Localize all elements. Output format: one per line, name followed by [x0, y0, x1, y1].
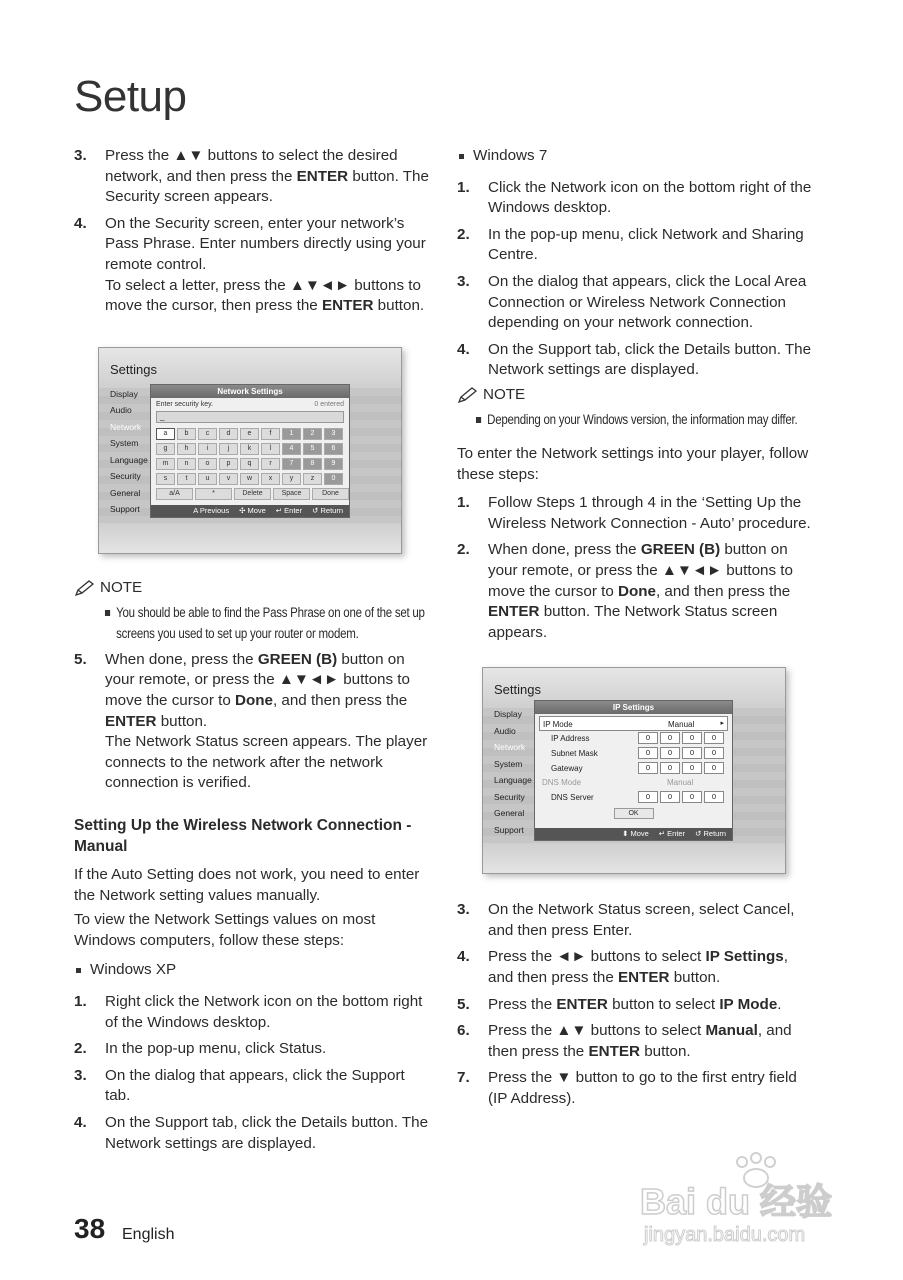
right-column	[457, 146, 817, 1116]
procedure-step: 4. Press the ◄► buttons to select IP Settings, and then press the ENTER button.	[457, 948, 788, 987]
key[interactable]: 6	[324, 443, 343, 455]
key[interactable]: b	[177, 428, 196, 440]
ip-address-row[interactable]: IP Address 0 0 0 0	[539, 731, 728, 746]
move-hint: ⬍ Move	[622, 829, 649, 839]
page-title: Setup	[74, 72, 187, 121]
key[interactable]: 4	[282, 443, 301, 455]
page-language: English	[122, 1226, 175, 1243]
watermark-brand: Bai du 经验	[640, 1181, 833, 1222]
dns-server-row[interactable]: DNS Server 0 0 0 0	[539, 790, 728, 805]
dns-mode-row[interactable]: DNS Mode Manual	[542, 778, 694, 788]
ok-button[interactable]: OK	[614, 808, 654, 819]
space-key[interactable]: Space	[273, 488, 310, 500]
menu-item[interactable]: General	[494, 808, 525, 819]
keyboard-row	[156, 428, 349, 440]
xp-step: 2. In the pop-up menu, click Status.	[74, 1040, 327, 1058]
menu-item[interactable]: Audio	[494, 725, 516, 736]
dialog-title: IP Settings	[535, 701, 732, 714]
key[interactable]: e	[240, 428, 259, 440]
paragraph: To view the Network Settings values on most Windows computers, follow these steps:	[74, 911, 376, 949]
os-bullet: Windows XP	[74, 960, 434, 981]
return-icon: ↺	[695, 829, 704, 839]
return-hint: ↺ Return	[695, 829, 726, 839]
network-settings-screen	[98, 347, 402, 554]
step-5: 5. When done, press the GREEN (B) button on your remote, or press the ▲▼◄► buttons to move the cursor to Done, and then press the ENTER button. The Network Status screen appears. The player connects to the network after the network connection is verified.	[74, 650, 428, 792]
key[interactable]: 7	[282, 458, 301, 470]
key[interactable]: w	[240, 473, 259, 485]
paragraph: If the Auto Setting does not work, you need to enter the Network setting values manually.	[74, 866, 420, 904]
menu-item[interactable]: Display	[110, 388, 138, 399]
enter-icon: ↵	[275, 505, 285, 515]
key[interactable]: p	[219, 458, 238, 470]
key[interactable]: 1	[282, 428, 301, 440]
w7-step: 2. In the pop-up menu, click Network and Sharing Centre.	[457, 225, 804, 264]
key[interactable]: a	[156, 428, 175, 440]
menu-item-active[interactable]: Network	[110, 421, 142, 432]
key[interactable]: s	[156, 473, 175, 485]
key[interactable]: c	[198, 428, 217, 440]
left-column	[74, 146, 434, 1160]
previous-hint: A Previous	[193, 505, 230, 515]
enter-icon: ↵	[658, 829, 668, 839]
key[interactable]: x	[261, 473, 280, 485]
return-hint: ↺ Return	[312, 505, 343, 515]
procedure-step: 3. On the Network Status screen, select Cancel, and then press Enter.	[457, 901, 795, 939]
xp-step: 1. Right click the Network icon on the bottom right of the Windows desktop.	[74, 993, 423, 1031]
watermark-url: jingyan.baidu.com	[644, 1224, 806, 1246]
procedure-step: 1. Follow Steps 1 through 4 in the ‘Setting Up the Wireless Network Connection - Auto’ procedure.	[457, 494, 811, 532]
procedure-step: 6. Press the ▲▼ buttons to select Manual, and then press the ENTER button.	[457, 1022, 792, 1060]
move-icon: ✣	[239, 505, 248, 515]
note-item: Depending on your Windows version, the information may differ.	[445, 409, 798, 430]
step-4: 4. On the Security screen, enter your network’s Pass Phrase. Enter numbers directly using your remote control. To select a letter, press the ▲▼◄► buttons to move the cursor, then press the ENTER button.	[74, 214, 426, 315]
section-heading: Setting Up the Wireless Network Connection - Manual	[74, 816, 412, 855]
enter-hint: ↵ Enter	[658, 829, 686, 839]
key[interactable]: y	[282, 473, 301, 485]
key[interactable]: u	[198, 473, 217, 485]
key[interactable]: 3	[324, 428, 343, 440]
security-key-input[interactable]: _	[156, 411, 344, 423]
xp-step: 4. On the Support tab, click the Details button. The Network settings are displayed.	[74, 1114, 429, 1152]
menu-item-active[interactable]: Network	[494, 742, 526, 753]
key[interactable]: 2	[303, 428, 322, 440]
menu-item[interactable]: General	[110, 487, 141, 498]
enter-hint: ↵ Enter	[275, 505, 303, 515]
procedure-step: 5. Press the ENTER button to select IP Mode.	[457, 995, 782, 1013]
os-bullet: Windows 7	[457, 146, 817, 167]
key[interactable]: 9	[324, 458, 343, 470]
menu-item[interactable]: Support	[110, 504, 140, 515]
note-item: You should be able to find the Pass Phrase on one of the set up screens you used to set up your router or modem.	[74, 602, 427, 644]
key[interactable]: o	[198, 458, 217, 470]
menu-item[interactable]: Security	[494, 791, 525, 802]
note-heading: NOTE	[457, 385, 817, 405]
procedure-step: 2. When done, press the GREEN (B) button on your remote, or press the ▲▼◄► buttons to move the cursor to Done, and then press the ENTER button. The Network Status screen appears.	[457, 541, 793, 641]
entered-count: 0 entered	[314, 400, 344, 408]
done-key[interactable]: Done	[312, 488, 349, 500]
dialog-title: Network Settings	[151, 385, 349, 398]
dialog-footer	[535, 828, 732, 840]
key[interactable]: 8	[303, 458, 322, 470]
prompt-text: Enter security key.	[156, 400, 214, 408]
menu-item[interactable]: Support	[494, 824, 524, 835]
keyboard-row	[156, 473, 349, 485]
move-hint: ✣ Move	[239, 505, 266, 515]
menu-item[interactable]: System	[494, 758, 523, 769]
pencil-icon	[457, 386, 479, 404]
key[interactable]: 0	[324, 473, 343, 485]
paragraph: To enter the Network settings into your player, follow these steps:	[457, 444, 809, 483]
star-key[interactable]: *	[195, 488, 232, 500]
menu-item[interactable]: Language	[110, 454, 148, 465]
ip-mode-row[interactable]: IP Mode Manual ▸	[539, 716, 728, 731]
gateway-row[interactable]: Gateway 0 0 0 0	[539, 761, 728, 776]
key[interactable]: v	[219, 473, 238, 485]
keyboard-row	[156, 443, 349, 455]
key[interactable]: z	[303, 473, 322, 485]
w7-step: 1. Click the Network icon on the bottom right of the Windows desktop.	[457, 178, 812, 217]
screen-title: Settings	[494, 682, 541, 698]
keyboard-dialog	[150, 384, 350, 518]
key[interactable]: i	[198, 443, 217, 455]
menu-item[interactable]: Display	[494, 709, 522, 720]
procedure-step: 7. Press the ▼ button to go to the first entry field (IP Address).	[457, 1069, 797, 1108]
w7-step: 4. On the Support tab, click the Details button. The Network settings are displayed.	[457, 340, 812, 379]
subnet-mask-row[interactable]: Subnet Mask 0 0 0 0	[539, 746, 728, 761]
key[interactable]: q	[240, 458, 259, 470]
key[interactable]: k	[240, 443, 259, 455]
key[interactable]: n	[177, 458, 196, 470]
ip-settings-screen	[482, 667, 786, 874]
menu-item[interactable]: Security	[110, 471, 141, 482]
key[interactable]: r	[261, 458, 280, 470]
dialog-footer	[151, 505, 349, 517]
key[interactable]: g	[156, 443, 175, 455]
menu-item[interactable]: Language	[494, 775, 532, 786]
case-toggle-key[interactable]: a/A	[156, 488, 193, 500]
keyboard-row	[156, 458, 349, 470]
key[interactable]: j	[219, 443, 238, 455]
w7-step: 3. On the dialog that appears, click the Local Area Connection or Wireless Network Connection depending on your network connection.	[457, 272, 807, 332]
ip-settings-dialog	[534, 700, 733, 841]
keyboard-bottom-row	[156, 488, 349, 500]
settings-menu	[494, 706, 532, 838]
baidu-watermark	[640, 1152, 860, 1262]
settings-menu	[110, 386, 148, 518]
key[interactable]: m	[156, 458, 175, 470]
step-3: 3. Press the ▲▼ buttons to select the desired network, and then press the ENTER button. The Security screen appears.	[74, 147, 429, 206]
screen-title: Settings	[110, 361, 157, 377]
xp-step: 3. On the dialog that appears, click the Support tab.	[74, 1066, 405, 1105]
key[interactable]: t	[177, 473, 196, 485]
key[interactable]: l	[261, 443, 280, 455]
key[interactable]: 5	[303, 443, 322, 455]
note-heading: NOTE	[74, 578, 434, 598]
menu-item[interactable]: System	[110, 438, 139, 449]
page-number: 38	[74, 1213, 106, 1244]
up-down-icon: ⬍	[622, 829, 631, 839]
menu-item[interactable]: Audio	[110, 405, 132, 416]
delete-key[interactable]: Delete	[234, 488, 271, 500]
pencil-icon	[74, 579, 96, 597]
chevron-right-icon: ▸	[720, 720, 724, 728]
key[interactable]: h	[177, 443, 196, 455]
key[interactable]: f	[261, 428, 280, 440]
return-icon: ↺	[312, 505, 321, 515]
key[interactable]: d	[219, 428, 238, 440]
